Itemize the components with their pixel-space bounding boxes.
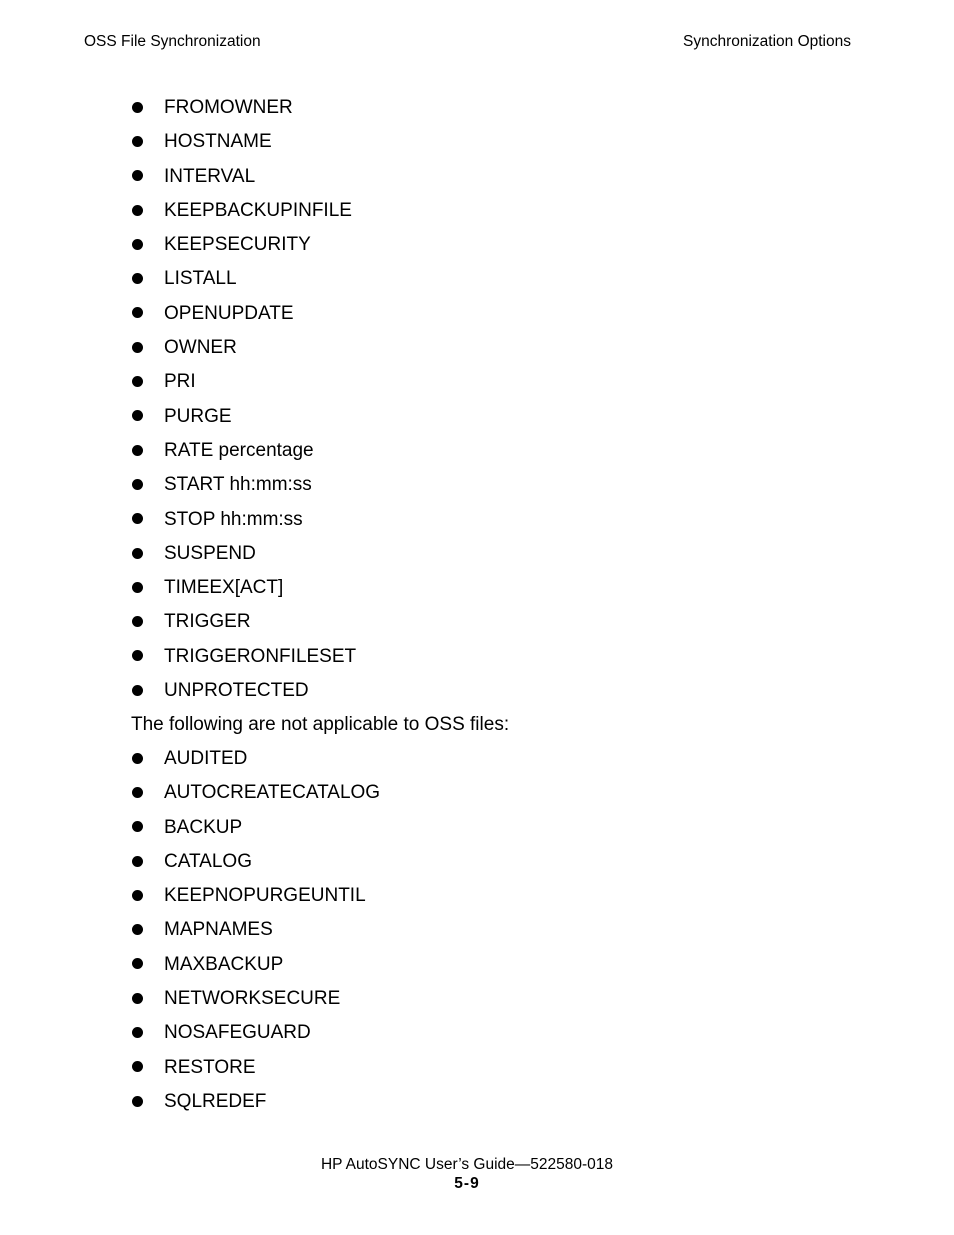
option-keyword: SQLREDEF bbox=[164, 1090, 267, 1112]
list-item bbox=[131, 160, 831, 194]
list-item bbox=[131, 331, 831, 365]
bullet-icon bbox=[132, 924, 143, 935]
option-keyword: OPENUPDATE bbox=[164, 302, 294, 324]
bullet-icon bbox=[132, 993, 143, 1004]
list-item bbox=[131, 91, 831, 125]
page-number: 5-9 bbox=[454, 1175, 480, 1192]
bullet-icon bbox=[132, 1061, 143, 1072]
bullet-icon bbox=[132, 856, 143, 867]
list-item bbox=[131, 776, 831, 810]
option-keyword: PURGE bbox=[164, 405, 232, 427]
list-item bbox=[131, 194, 831, 228]
option-keyword: RESTORE bbox=[164, 1056, 256, 1078]
running-header-section: Synchronization Options bbox=[682, 33, 851, 50]
list-item bbox=[131, 400, 831, 434]
option-keyword: UNPROTECTED bbox=[164, 680, 309, 702]
option-keyword: AUDITED bbox=[164, 748, 248, 769]
not-applicable-options-list bbox=[131, 742, 831, 1119]
option-keyword: STOP hh:mm:ss bbox=[164, 508, 303, 530]
bullet-icon bbox=[132, 890, 143, 901]
bullet-icon bbox=[132, 1096, 143, 1107]
bullet-icon bbox=[132, 445, 143, 456]
list-item bbox=[131, 1051, 831, 1085]
bullet-icon bbox=[132, 342, 143, 353]
list-item bbox=[131, 503, 831, 537]
list-item bbox=[131, 125, 831, 159]
option-keyword: RATE percentage bbox=[164, 439, 314, 461]
list-item bbox=[131, 262, 831, 296]
bullet-icon bbox=[132, 753, 143, 764]
option-keyword: TIMEEX[ACT] bbox=[164, 577, 284, 599]
list-item bbox=[131, 948, 831, 982]
list-item bbox=[131, 434, 831, 468]
option-keyword: PRI bbox=[164, 371, 196, 393]
option-keyword: TRIGGER bbox=[164, 611, 251, 633]
bullet-icon bbox=[132, 821, 143, 832]
bullet-icon bbox=[132, 650, 143, 661]
list-item bbox=[131, 811, 831, 845]
bullet-icon bbox=[132, 787, 143, 798]
option-keyword: HOSTNAME bbox=[164, 131, 272, 153]
option-keyword: BACKUP bbox=[164, 816, 243, 838]
bullet-icon bbox=[132, 685, 143, 696]
bullet-icon bbox=[132, 376, 143, 387]
bullet-icon bbox=[132, 958, 143, 969]
bullet-icon bbox=[132, 513, 143, 524]
bullet-icon bbox=[132, 410, 143, 421]
option-keyword: FROMOWNER bbox=[164, 97, 293, 118]
list-item bbox=[131, 365, 831, 399]
option-keyword: NETWORKSECURE bbox=[164, 988, 341, 1010]
list-item bbox=[131, 879, 831, 913]
bullet-icon bbox=[132, 1027, 143, 1038]
option-keyword: OWNER bbox=[164, 337, 237, 359]
list-item bbox=[131, 640, 831, 674]
option-keyword: SUSPEND bbox=[164, 542, 256, 564]
option-keyword: KEEPSECURITY bbox=[164, 234, 311, 256]
list-item bbox=[131, 1085, 831, 1119]
list-item bbox=[131, 1016, 831, 1050]
option-keyword: MAXBACKUP bbox=[164, 953, 284, 975]
list-item bbox=[131, 228, 831, 262]
bullet-icon bbox=[132, 479, 143, 490]
bullet-icon bbox=[132, 307, 143, 318]
option-keyword: MAPNAMES bbox=[164, 919, 273, 941]
option-keyword: INTERVAL bbox=[164, 165, 256, 187]
option-keyword: CATALOG bbox=[164, 850, 252, 872]
bullet-icon bbox=[132, 548, 143, 559]
list-item bbox=[131, 982, 831, 1016]
bullet-icon bbox=[132, 273, 143, 284]
list-item bbox=[131, 913, 831, 947]
bullet-icon bbox=[132, 582, 143, 593]
page-footer bbox=[0, 1155, 934, 1193]
option-keyword: NOSAFEGUARD bbox=[164, 1022, 311, 1044]
list-item bbox=[131, 468, 831, 502]
footer-guide-title: HP AutoSYNC User’s Guide—522580-018 bbox=[320, 1156, 614, 1173]
option-keyword: KEEPBACKUPINFILE bbox=[164, 199, 352, 221]
list-item bbox=[131, 537, 831, 571]
bullet-icon bbox=[132, 170, 143, 181]
list-item bbox=[131, 845, 831, 879]
bullet-icon bbox=[132, 205, 143, 216]
list-item bbox=[131, 297, 831, 331]
option-keyword: START hh:mm:ss bbox=[164, 474, 312, 496]
list-item bbox=[131, 605, 831, 639]
option-keyword: LISTALL bbox=[164, 268, 237, 290]
option-keyword: TRIGGERONFILESET bbox=[164, 645, 357, 667]
running-header-chapter: OSS File Synchronization bbox=[84, 33, 261, 50]
bullet-icon bbox=[132, 616, 143, 627]
bullet-icon bbox=[132, 102, 143, 113]
list-item bbox=[131, 571, 831, 605]
bullet-icon bbox=[132, 136, 143, 147]
option-keyword: AUTOCREATECATALOG bbox=[164, 782, 381, 804]
applicable-options-list bbox=[131, 91, 831, 708]
list-item bbox=[131, 674, 831, 708]
not-applicable-intro: The following are not applicable to OSS files: bbox=[131, 714, 510, 735]
option-keyword: KEEPNOPURGEUNTIL bbox=[164, 885, 366, 907]
list-item bbox=[131, 742, 831, 776]
bullet-icon bbox=[132, 239, 143, 250]
